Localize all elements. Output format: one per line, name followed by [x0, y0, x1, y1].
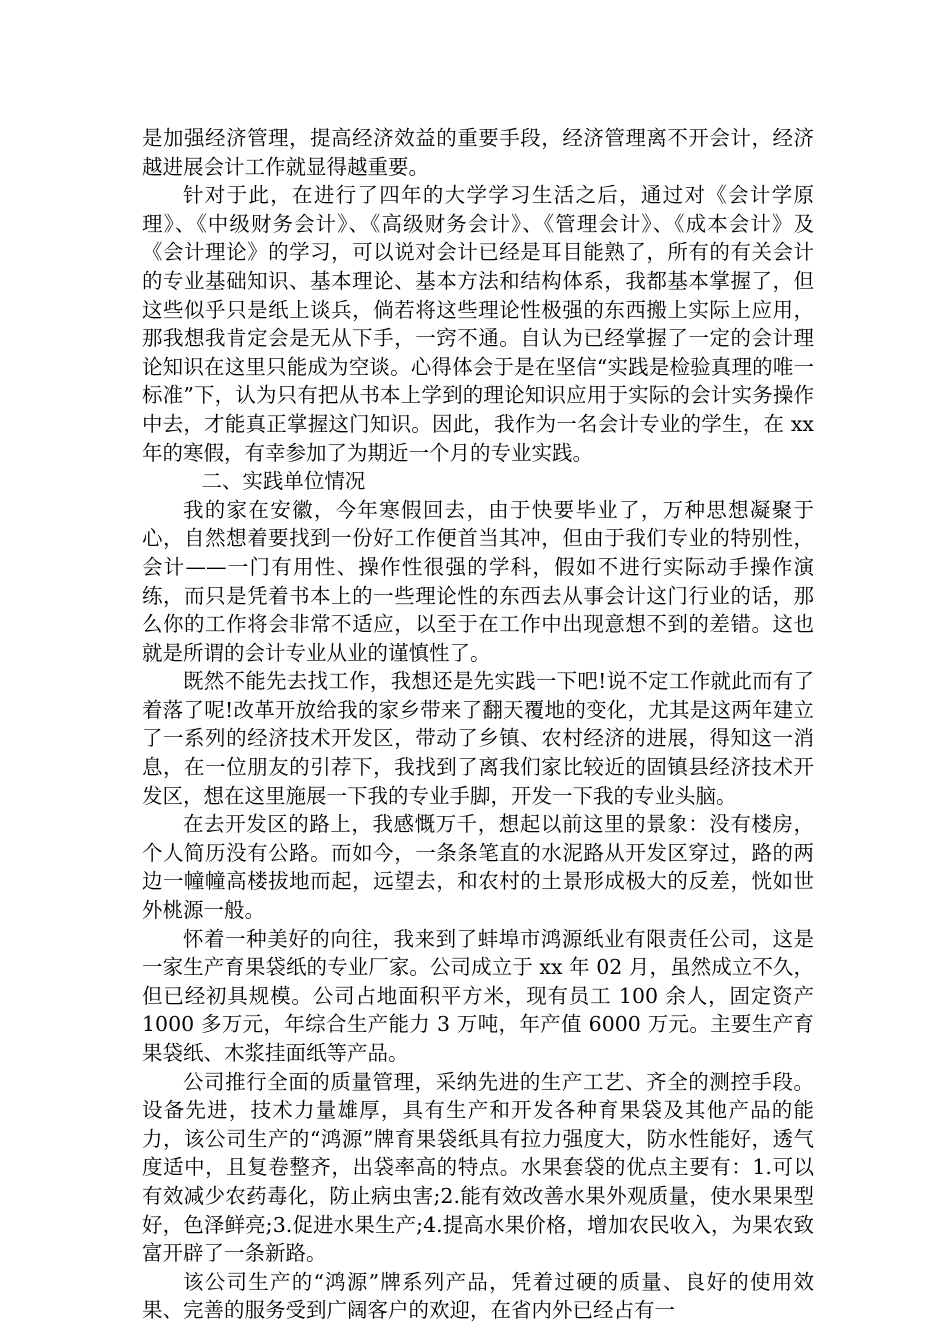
document-page — [142, 124, 814, 1325]
paragraph-quality-management: 公司推行全面的质量管理，采纳先进的生产工艺、齐全的测控手段。设备先进，技术力量雄厚，具有生产和开发各种育果袋及其他产品的能力，该公司生产的“鸿源”牌育果袋纸具有拉力强度大，防水性能好，透气度适中，且复卷整齐，出袋率高的特点。水果套袋的优点主要有：1.可以有效减少农药毒化，防止病虫害;2.能有效改善水果外观质量，使水果果型好，色泽鲜亮;3.促进水果生产;4.提高水果价格，增加农民收入，为果农致富开辟了一条新路。 — [142, 1069, 814, 1266]
paragraph-study-background: 针对于此，在进行了四年的大学学习生活之后，通过对《会计学原理》、《中级财务会计》、《高级财务会计》、《管理会计》、《成本会计》及《会计理论》的学习，可以说对会计已经是耳目能熟了，所有的有关会计的专业基础知识、基本理论、基本方法和结构体系，我都基本掌握了，但这些似乎只是纸上谈兵，倘若将这些理论性极强的东西搬上实际上应用，那我想我肯定会是无从下手，一窍不通。自认为已经掌握了一定的会计理论知识在这里只能成为空谈。心得体会于是在坚信“实践是检验真理的唯一标准”下，认为只有把从书本上学到的理论知识应用于实际的会计实务操作中去，才能真正掌握这门知识。因此，我作为一名会计专业的学生，在 xx 年的寒假，有幸参加了为期近一个月的专业实践。 — [142, 183, 814, 465]
paragraph-company-intro: 怀着一种美好的向往，我来到了蚌埠市鸿源纸业有限责任公司，这是一家生产育果袋纸的专业厂家。公司成立于 xx 年 02 月，虽然成立不久，但已经初具规模。公司占地面积平方米，现有员工 100 余人，固定资产 1000 多万元，年综合生产能力 3 万吨，年产值 6000 万元。主要生产育果袋纸、木浆挂面纸等产品。 — [142, 926, 814, 1065]
paragraph-hometown: 我的家在安徽，今年寒假回去，由于快要毕业了，万种思想凝聚于心，自然想着要找到一份好工作便首当其冲，但由于我们专业的特别性，会计——一门有用性、操作性很强的学科，假如不进行实际动手操作演练，而只是凭着书本上的一些理论性的东西去从事会计这门行业的话，那么你的工作将会非常不适应，以至于在工作中出现意想不到的差错。这也就是所谓的会计专业从业的谨慎性了。 — [142, 497, 814, 665]
paragraph-development-zone: 既然不能先去找工作，我想还是先实践一下吧!说不定工作就此而有了着落了呢!改革开放给我的家乡带来了翻天覆地的变化，尤其是这两年建立了一系列的经济技术开发区，带动了乡镇、农村经济的进展，得知这一消息，在一位朋友的引荐下，我找到了离我们家比较近的固镇县经济技术开发区，想在这里施展一下我的专业手脚，开发一下我的专业头脑。 — [142, 669, 814, 808]
paragraph-road-scenery: 在去开发区的路上，我感慨万千，想起以前这里的景象：没有楼房，个人简历没有公路。而如今，一条条笔直的水泥路从开发区穿过，路的两边一幢幢高楼拔地而起，远望去，和农村的土景形成极大的反差，恍如世外桃源一般。 — [142, 812, 814, 923]
section-heading-practice-unit: 二、实践单位情况 — [201, 469, 366, 494]
paragraph-products: 该公司生产的“鸿源”牌系列产品，凭着过硬的质量、良好的使用效果、完善的服务受到广阔客户的欢迎，在省内外已经占有一 — [142, 1269, 814, 1323]
paragraph-continuation: 是加强经济管理，提高经济效益的重要手段，经济管理离不开会计，经济越进展会计工作就显得越重要。 — [142, 126, 814, 179]
